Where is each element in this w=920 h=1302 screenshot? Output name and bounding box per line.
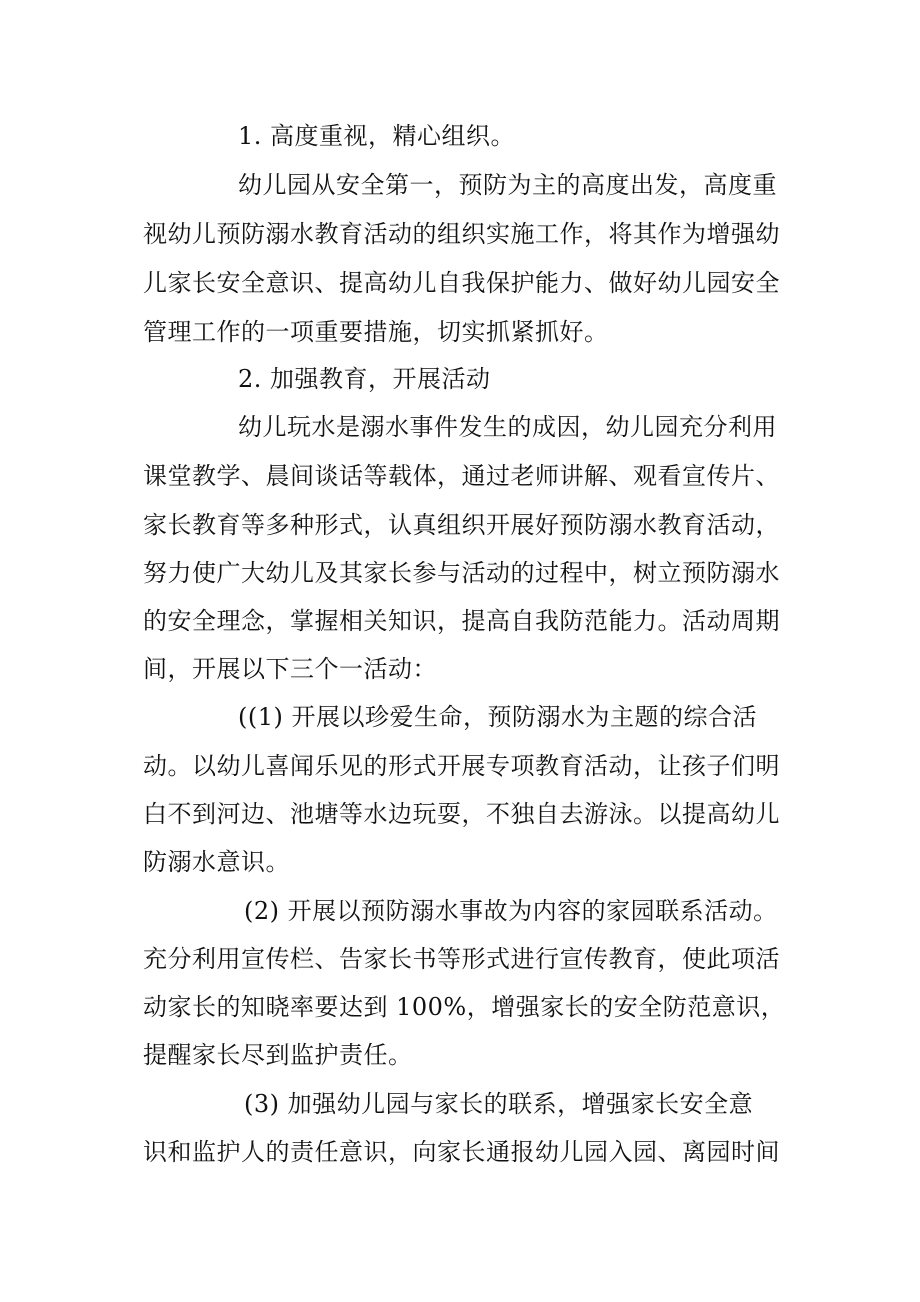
paragraph-line: 家长教育等多种形式，认真组织开展好预防溺水教育活动，: [143, 511, 780, 539]
paragraph-line: 识和监护人的责任意识，向家长通报幼儿园入园、离园时间: [143, 1138, 780, 1166]
paragraph-line: 充分利用宣传栏、告家长书等形式进行宣传教育，使此项活: [143, 945, 780, 973]
paragraph-line: 课堂教学、晨间谈话等载体，通过老师讲解、观看宣传片、: [143, 462, 780, 490]
list-item-1: ((1) 开展以珍爱生命，预防溺水为主题的综合活: [238, 703, 757, 731]
paragraph-line: 白不到河边、池塘等水边玩耍，不独自去游泳。以提高幼儿: [143, 800, 780, 828]
heading-2: 2. 加强教育，开展活动: [238, 365, 491, 393]
paragraph-line: 视幼儿预防溺水教育活动的组织实施工作，将其作为增强幼: [143, 220, 780, 248]
paragraph-line: 幼儿玩水是溺水事件发生的成因，幼儿园充分利用: [238, 413, 777, 441]
list-item-3: (3) 加强幼儿园与家长的联系，增强家长安全意: [244, 1090, 754, 1118]
paragraph-line: 管理工作的一项重要措施，切实抓紧抓好。: [143, 318, 609, 346]
paragraph-line: 动家长的知晓率要达到 100%，增强家长的安全防范意识，: [143, 993, 786, 1021]
paragraph-line: 努力使广大幼儿及其家长参与活动的过程中，树立预防溺水: [143, 559, 780, 587]
paragraph-line: 防溺水意识。: [143, 848, 290, 876]
paragraph-line: 儿家长安全意识、提高幼儿自我保护能力、做好幼儿园安全: [143, 269, 780, 297]
list-item-2: (2) 开展以预防溺水事故为内容的家园联系活动。: [244, 897, 778, 925]
paragraph-line: 间，开展以下三个一活动：: [143, 655, 437, 683]
paragraph-line: 的安全理念，掌握相关知识，提高自我防范能力。活动周期: [143, 607, 780, 635]
paragraph-line: 幼儿园从安全第一，预防为主的高度出发，高度重: [238, 171, 777, 199]
heading-1: 1. 高度重视，精心组织。: [238, 122, 516, 150]
paragraph-line: 动。以幼儿喜闻乐见的形式开展专项教育活动，让孩子们明: [143, 752, 780, 780]
paragraph-line: 提醒家长尽到监护责任。: [143, 1041, 413, 1069]
